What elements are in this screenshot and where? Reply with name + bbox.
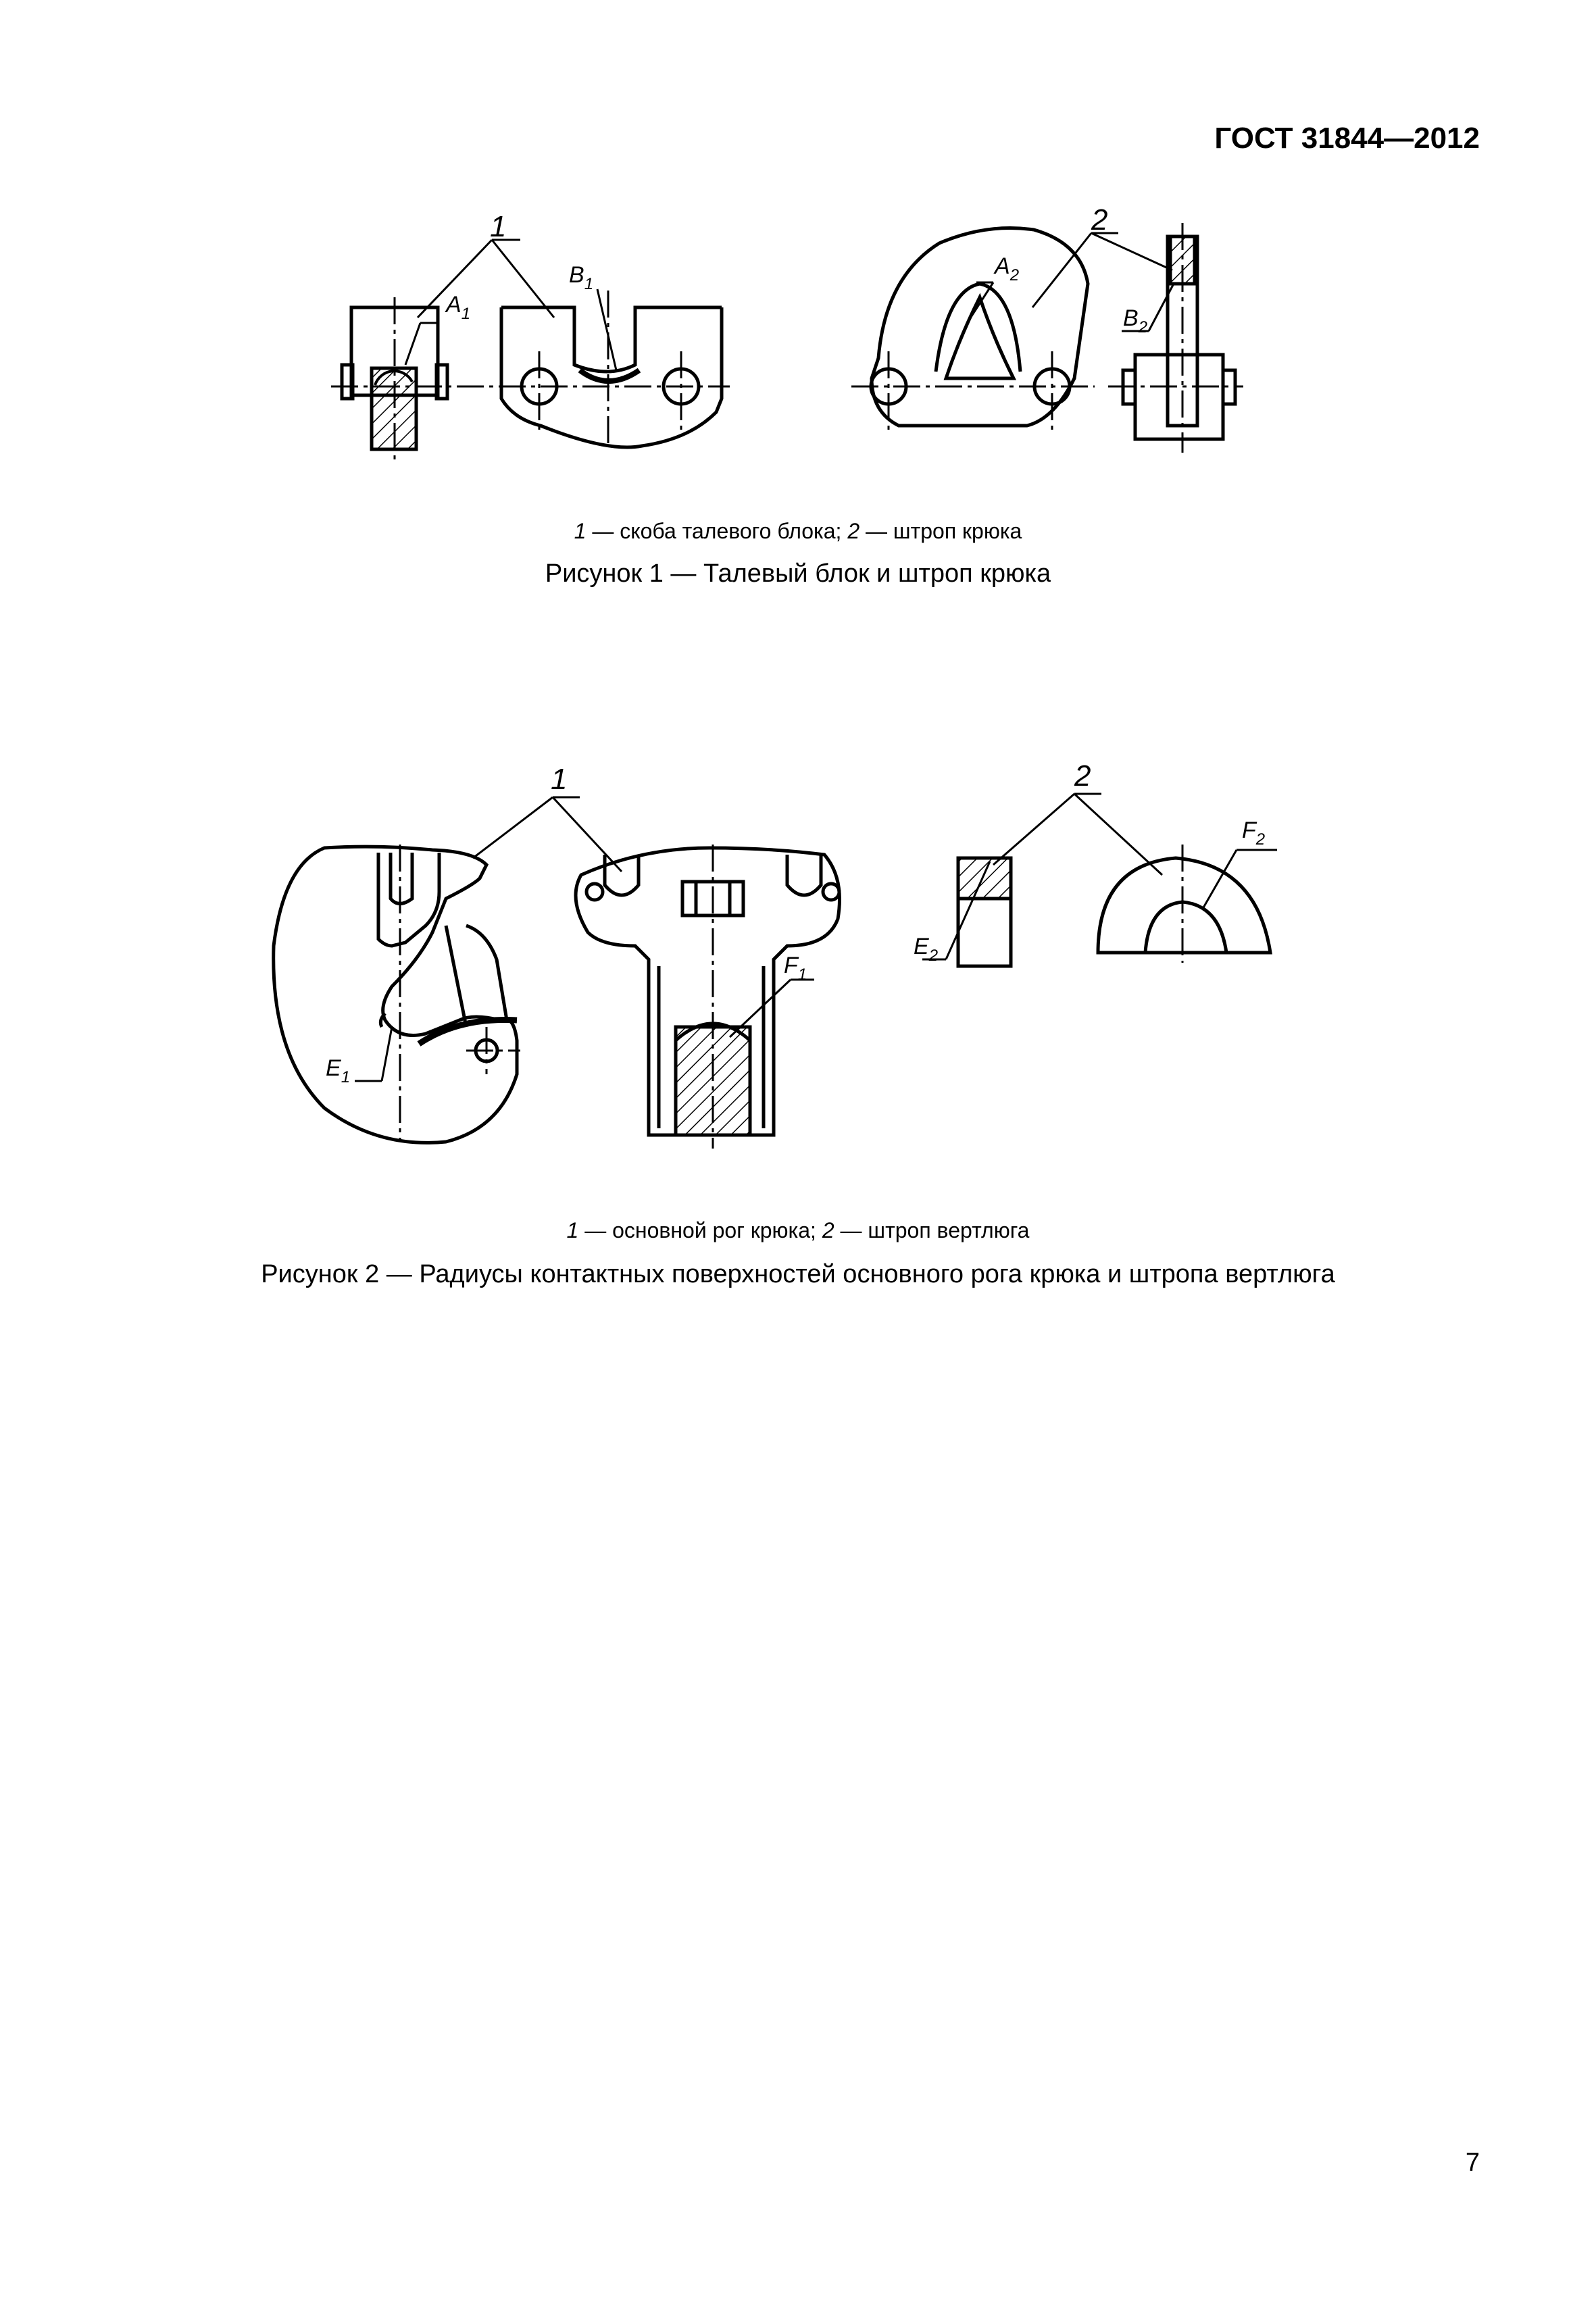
- label-b2: $B_2$: [1123, 305, 1148, 336]
- hook-link-front-view: [871, 228, 1088, 426]
- legend-text: — штроп вертлюга: [834, 1218, 1030, 1242]
- legend-text: — штроп крюка: [859, 519, 1022, 543]
- label-e1: $E_1$: [326, 1055, 351, 1086]
- hook-link-side-view: [1123, 236, 1235, 439]
- legend-number: 1: [566, 1218, 579, 1242]
- label-e2: $E_2$: [914, 934, 939, 965]
- label-f1: $F_1$: [784, 953, 807, 984]
- legend-number: 1: [574, 519, 587, 543]
- legend-number: 2: [822, 1218, 834, 1242]
- swivel-link-arc: [1098, 858, 1270, 953]
- callout-2: 2: [1091, 203, 1108, 236]
- label-f2: $F_2$: [1242, 818, 1266, 849]
- block-clevis-front-view: [501, 307, 722, 447]
- figure-1-caption: Рисунок 1 — Талевый блок и штроп крюка: [545, 559, 1051, 588]
- figure-2-legend: [0, 1218, 1596, 1243]
- legend-text: — скоба талевого блока;: [586, 519, 848, 543]
- callout-1: 1: [551, 763, 568, 796]
- document-id: ГОСТ 31844—2012: [1214, 122, 1480, 155]
- legend-number: 2: [847, 519, 860, 543]
- hook-front-view: [576, 848, 840, 1135]
- label-a1: $A_1$: [446, 292, 471, 323]
- figure-2-drawing: [0, 743, 1596, 1162]
- callout-2: 2: [1074, 759, 1091, 793]
- label-a2: $A_2$: [995, 253, 1020, 284]
- figure-1-legend: [0, 519, 1596, 544]
- legend-text: — основной рог крюка;: [578, 1218, 822, 1242]
- callout-1: 1: [490, 210, 507, 243]
- hook-main-horn-view: [274, 847, 517, 1142]
- figure-2-caption: Рисунок 2 — Радиусы контактных поверхностей основного рога крюка и штропа вертлюга: [261, 1260, 1335, 1288]
- figure-1-drawing: [0, 189, 1596, 473]
- page-number: 7: [1465, 2148, 1480, 2177]
- label-b1: $B_1$: [569, 262, 594, 293]
